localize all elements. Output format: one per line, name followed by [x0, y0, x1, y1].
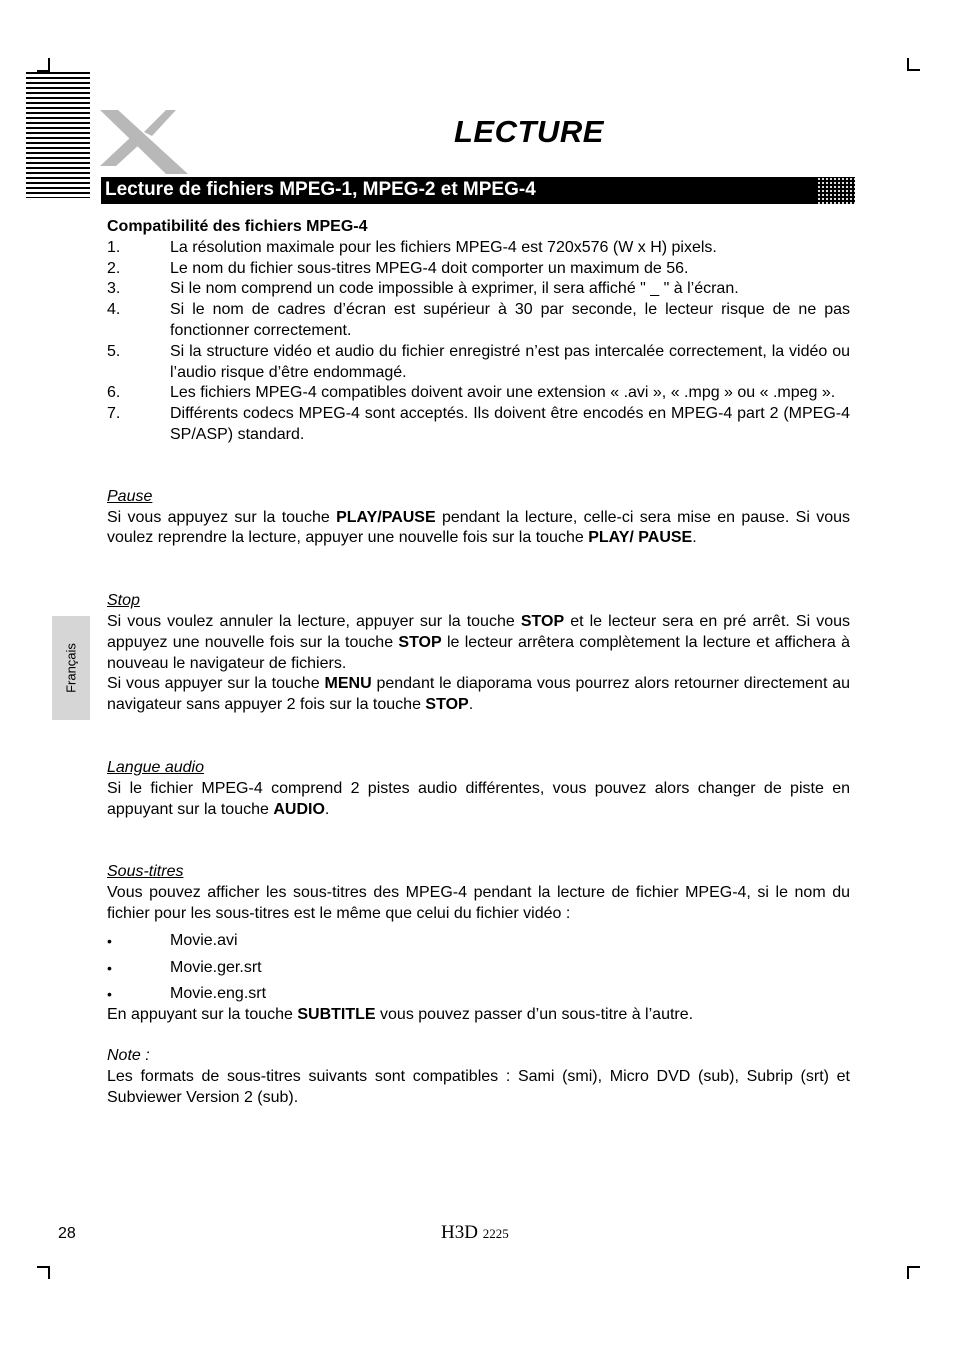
list-text: Différents codecs MPEG-4 sont acceptés. Ils doivent être encodés en MPEG-4 part 2 (MPEG-4 SP/ASP) standard.	[170, 405, 850, 443]
list-number: 4.	[107, 301, 121, 319]
list-number: 5.	[107, 342, 121, 360]
audio-heading: Langue audio	[107, 758, 204, 776]
model-footer	[441, 1222, 509, 1244]
list-text: Si la structure vidéo et audio du fichier enregistré n’est pas intercalée correctement, la vidéo ou l’audio risque d’être endommagé.	[170, 342, 850, 381]
section-title: Lecture de fichiers MPEG-1, MPEG-2 et MPEG-4	[105, 179, 536, 200]
list-item	[107, 238, 850, 259]
list-item	[107, 279, 850, 300]
model-number: 2225	[482, 1226, 509, 1241]
dot-pattern	[817, 177, 855, 204]
list-item	[107, 300, 850, 342]
list-text: Si le nom de cadres d’écran est supérieur à 30 par seconde, le lecteur risque de ne pas fonctionner correctement.	[170, 301, 850, 339]
bullet-icon: •	[107, 932, 112, 949]
file-name: Movie.ger.srt	[170, 958, 262, 976]
list-item	[107, 984, 850, 1005]
note-heading: Note :	[107, 1046, 150, 1064]
main-content	[107, 217, 850, 1108]
audio-paragraph: Si le fichier MPEG-4 comprend 2 pistes audio différentes, vous pouvez alors changer de piste en appuyant sur la touche AUDIO.	[107, 779, 850, 818]
list-text: Les fichiers MPEG-4 compatibles doivent avoir une extension « .avi », « .mpg » ou « .mpeg ».	[170, 384, 836, 402]
subtitle-switch-paragraph: En appuyant sur la touche SUBTITLE vous pouvez passer d’un sous-titre à l’autre.	[107, 1006, 694, 1024]
list-item	[107, 342, 850, 384]
list-item	[107, 259, 850, 280]
language-tab	[52, 616, 90, 720]
stop-heading: Stop	[107, 592, 140, 610]
crop-mark-bottom-right-v	[907, 1266, 909, 1279]
list-item	[107, 404, 850, 446]
header-stripes	[26, 72, 90, 198]
compat-title: Compatibilité des fichiers MPEG-4	[107, 218, 368, 235]
model-name: H3D	[441, 1222, 478, 1243]
list-number: 6.	[107, 384, 121, 402]
pause-paragraph: Si vous appuyez sur la touche PLAY/PAUSE pendant la lecture, celle-ci sera mise en pause. Si vous voulez reprendre la lecture, appuyer une nouvelle fois sur la touche PLAY/ PAUSE.	[107, 508, 851, 547]
stop-paragraph: Si vous voulez annuler la lecture, appuyer sur la touche STOP et le lecteur sera en pré arrêt. Si vous appuyez une nouvelle fois sur la touche STOP le lecteur arrêtera complètement la lecture et affichera à nouveau le navigateur de fichiers.	[107, 612, 851, 672]
x-logo-icon	[96, 106, 196, 176]
page-number: 28	[58, 1225, 76, 1242]
list-number: 7.	[107, 405, 121, 423]
list-item	[107, 383, 850, 404]
page-title: LECTURE	[454, 114, 604, 149]
file-name: Movie.eng.srt	[170, 985, 267, 1003]
crop-mark-bottom-left-v	[48, 1266, 50, 1279]
section-header	[101, 177, 855, 204]
crop-mark-top-right-h	[907, 69, 920, 71]
list-number: 3.	[107, 280, 121, 298]
list-item	[107, 958, 850, 979]
list-text: Le nom du fichier sous-titres MPEG-4 doit comporter un maximum de 56.	[170, 259, 689, 277]
list-item	[107, 931, 850, 952]
list-text: La résolution maximale pour les fichiers MPEG-4 est 720x576 (W x H) pixels.	[170, 238, 717, 256]
language-label: Français	[63, 643, 79, 693]
file-name: Movie.avi	[170, 931, 238, 949]
list-number: 2.	[107, 259, 121, 277]
list-text: Si le nom comprend un code impossible à exprimer, il sera affiché " _ " à l’écran.	[170, 280, 739, 298]
note-paragraph: Les formats de sous-titres suivants sont compatibles : Sami (smi), Micro DVD (sub), Subrip (srt) et Subviewer Version 2 (sub).	[107, 1067, 850, 1106]
stop-menu-paragraph: Si vous appuyer sur la touche MENU pendant le diaporama vous pourrez alors retourner directement au navigateur sans appuyer 2 fois sur la touche STOP.	[107, 675, 851, 714]
bullet-icon: •	[107, 959, 112, 976]
pause-heading: Pause	[107, 487, 153, 505]
subtitles-intro: Vous pouvez afficher les sous-titres des MPEG-4 pendant la lecture de fichier MPEG-4, si le nom du fichier pour les sous-titres est le même que celui du fichier vidéo :	[107, 884, 850, 922]
subtitles-heading: Sous-titres	[107, 863, 184, 881]
list-number: 1.	[107, 238, 121, 256]
bullet-icon: •	[107, 986, 112, 1003]
